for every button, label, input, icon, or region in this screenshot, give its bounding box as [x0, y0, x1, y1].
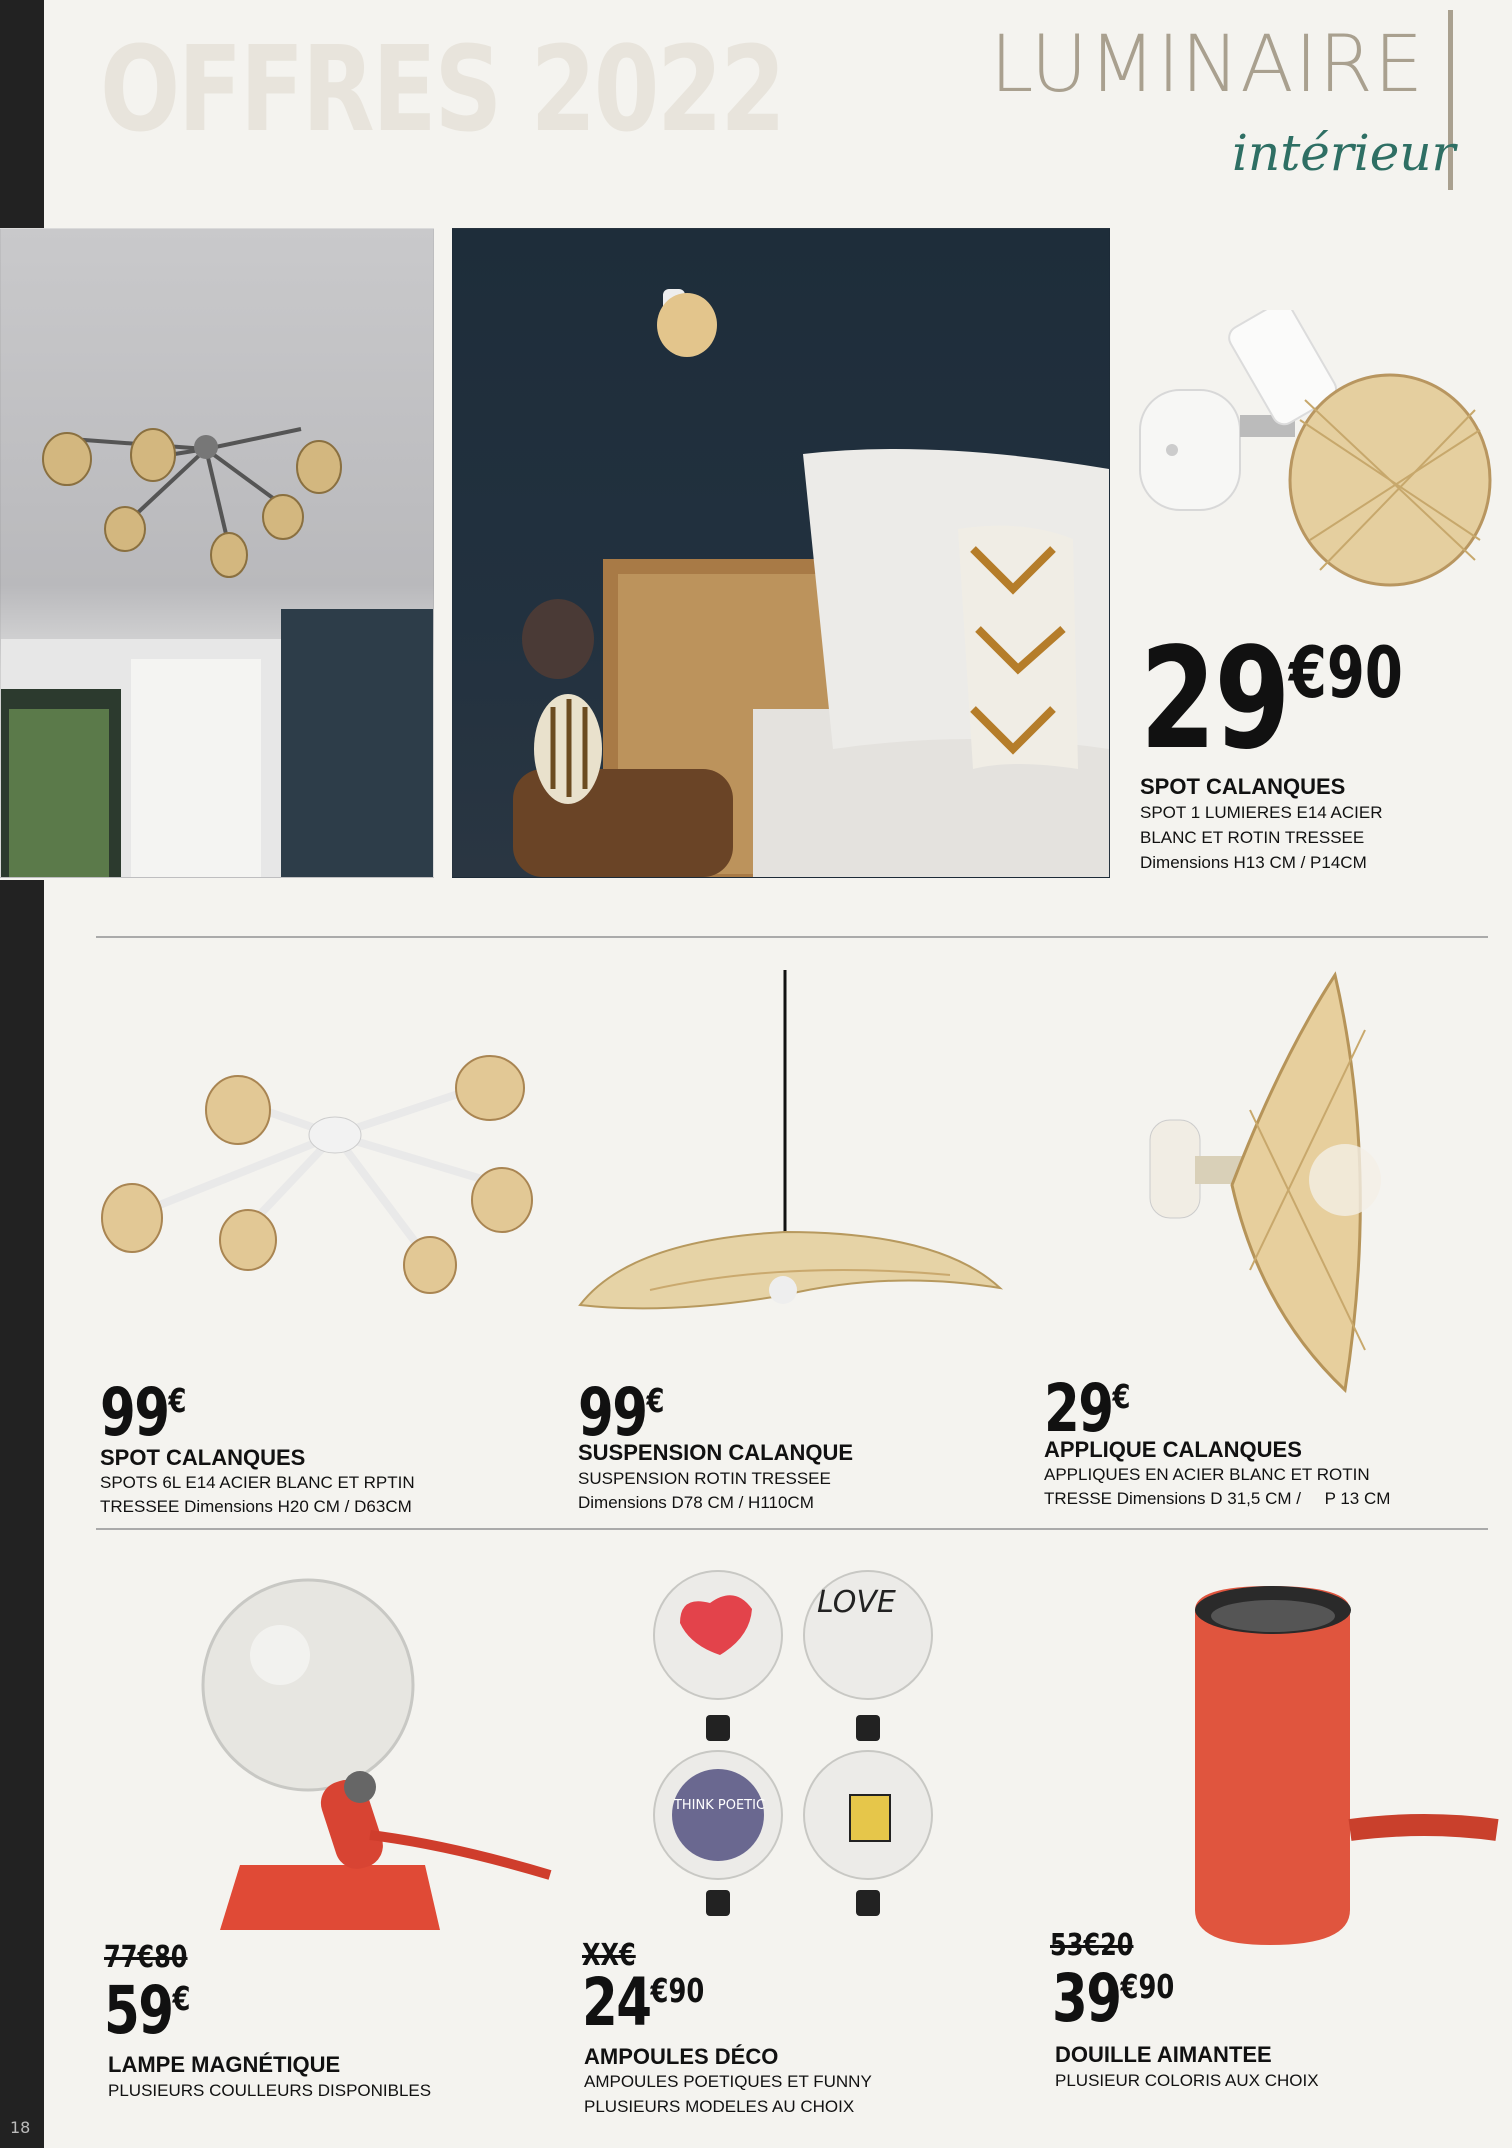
spot-6l-desc-1: SPOTS 6L E14 ACIER BLANC ET RPTIN — [100, 1473, 415, 1492]
applique-image — [1140, 970, 1400, 1400]
price-cents: €90 — [650, 1970, 705, 2010]
bulb-think-text: THINK POETIC — [673, 1798, 766, 1813]
section-divider-1 — [96, 936, 1488, 938]
douille-price — [1052, 1960, 1175, 2037]
spot-6l-desc-2: TRESSEE Dimensions H20 CM / D63CM — [100, 1497, 412, 1516]
spot-single-name: SPOT CALANQUES — [1140, 774, 1346, 799]
applique-desc-1: APPLIQUES EN ACIER BLANC ET ROTIN — [1044, 1465, 1370, 1484]
spot-6l-name: SPOT CALANQUES — [100, 1445, 306, 1470]
price-cents: € — [172, 1978, 191, 2018]
douille-image — [1185, 1580, 1500, 1950]
price-cents: € — [1112, 1376, 1131, 1416]
price-whole: 99 — [100, 1374, 169, 1451]
subcategory-title: intérieur — [1232, 124, 1456, 182]
page-number: 18 — [10, 2118, 31, 2137]
price-cents: € — [646, 1380, 665, 1420]
lampe-price — [104, 1972, 191, 2049]
ampoules-desc-2: PLUSIEURS MODELES AU CHOIX — [584, 2097, 855, 2116]
applique-name: APPLIQUE CALANQUES — [1044, 1437, 1302, 1462]
price-whole: 99 — [578, 1374, 647, 1451]
suspension-image — [570, 970, 1010, 1340]
ceiling-light-room-photo — [0, 228, 434, 878]
spot-6l-price — [100, 1374, 187, 1451]
douille-desc-1: PLUSIEUR COLORIS AUX CHOIX — [1055, 2071, 1319, 2090]
applique-desc-2: TRESSE Dimensions D 31,5 CM / P 13 CM — [1044, 1489, 1391, 1508]
spot-6l-image — [90, 1040, 540, 1310]
spot-single-desc-2: BLANC ET ROTIN TRESSEE — [1140, 828, 1365, 847]
douille-old-price: 53€20 — [1050, 1928, 1134, 1963]
price-whole: 24 — [582, 1964, 651, 2041]
price-whole: 39 — [1052, 1960, 1121, 2037]
ampoules-desc-1: AMPOULES POETIQUES ET FUNNY — [584, 2072, 872, 2091]
douille-name: DOUILLE AIMANTEE — [1055, 2042, 1272, 2067]
suspension-desc-1: SUSPENSION ROTIN TRESSEE — [578, 1469, 831, 1488]
ampoules-price — [582, 1964, 705, 2041]
ampoules-image — [640, 1565, 950, 1965]
price-whole: 29 — [1044, 1370, 1113, 1447]
lampe-name: LAMPE MAGNÉTIQUE — [108, 2052, 341, 2077]
applique-price — [1044, 1370, 1131, 1447]
offres-watermark: OFFRES 2022 — [100, 20, 784, 158]
spot-single-image — [1130, 310, 1500, 600]
lampe-desc-1: PLUSIEURS COULLEURS DISPONIBLES — [108, 2081, 432, 2100]
spot-single-desc-3: Dimensions H13 CM / P14CM — [1140, 853, 1367, 872]
price-whole: 29 — [1140, 618, 1289, 781]
price-cents: €90 — [1288, 632, 1403, 715]
lampe-image — [200, 1575, 560, 1935]
suspension-desc-2: Dimensions D78 CM / H110CM — [578, 1493, 814, 1512]
lampe-old-price: 77€80 — [104, 1940, 188, 1975]
price-cents: €90 — [1120, 1966, 1175, 2006]
price-cents: € — [168, 1380, 187, 1420]
bulb-love-text: LOVE — [817, 1585, 896, 1620]
suspension-price — [578, 1374, 665, 1451]
bedroom-photo — [452, 228, 1110, 878]
section-divider-2 — [96, 1528, 1488, 1530]
category-title: LUMINAIRE — [990, 20, 1425, 110]
ampoules-old-price: XX€ — [582, 1938, 636, 1973]
price-whole: 59 — [104, 1972, 173, 2049]
spot-single-price — [1140, 618, 1403, 781]
spot-single-desc-1: SPOT 1 LUMIERES E14 ACIER — [1140, 803, 1383, 822]
suspension-name: SUSPENSION CALANQUE — [578, 1440, 854, 1465]
ampoules-name: AMPOULES DÉCO — [584, 2044, 779, 2069]
